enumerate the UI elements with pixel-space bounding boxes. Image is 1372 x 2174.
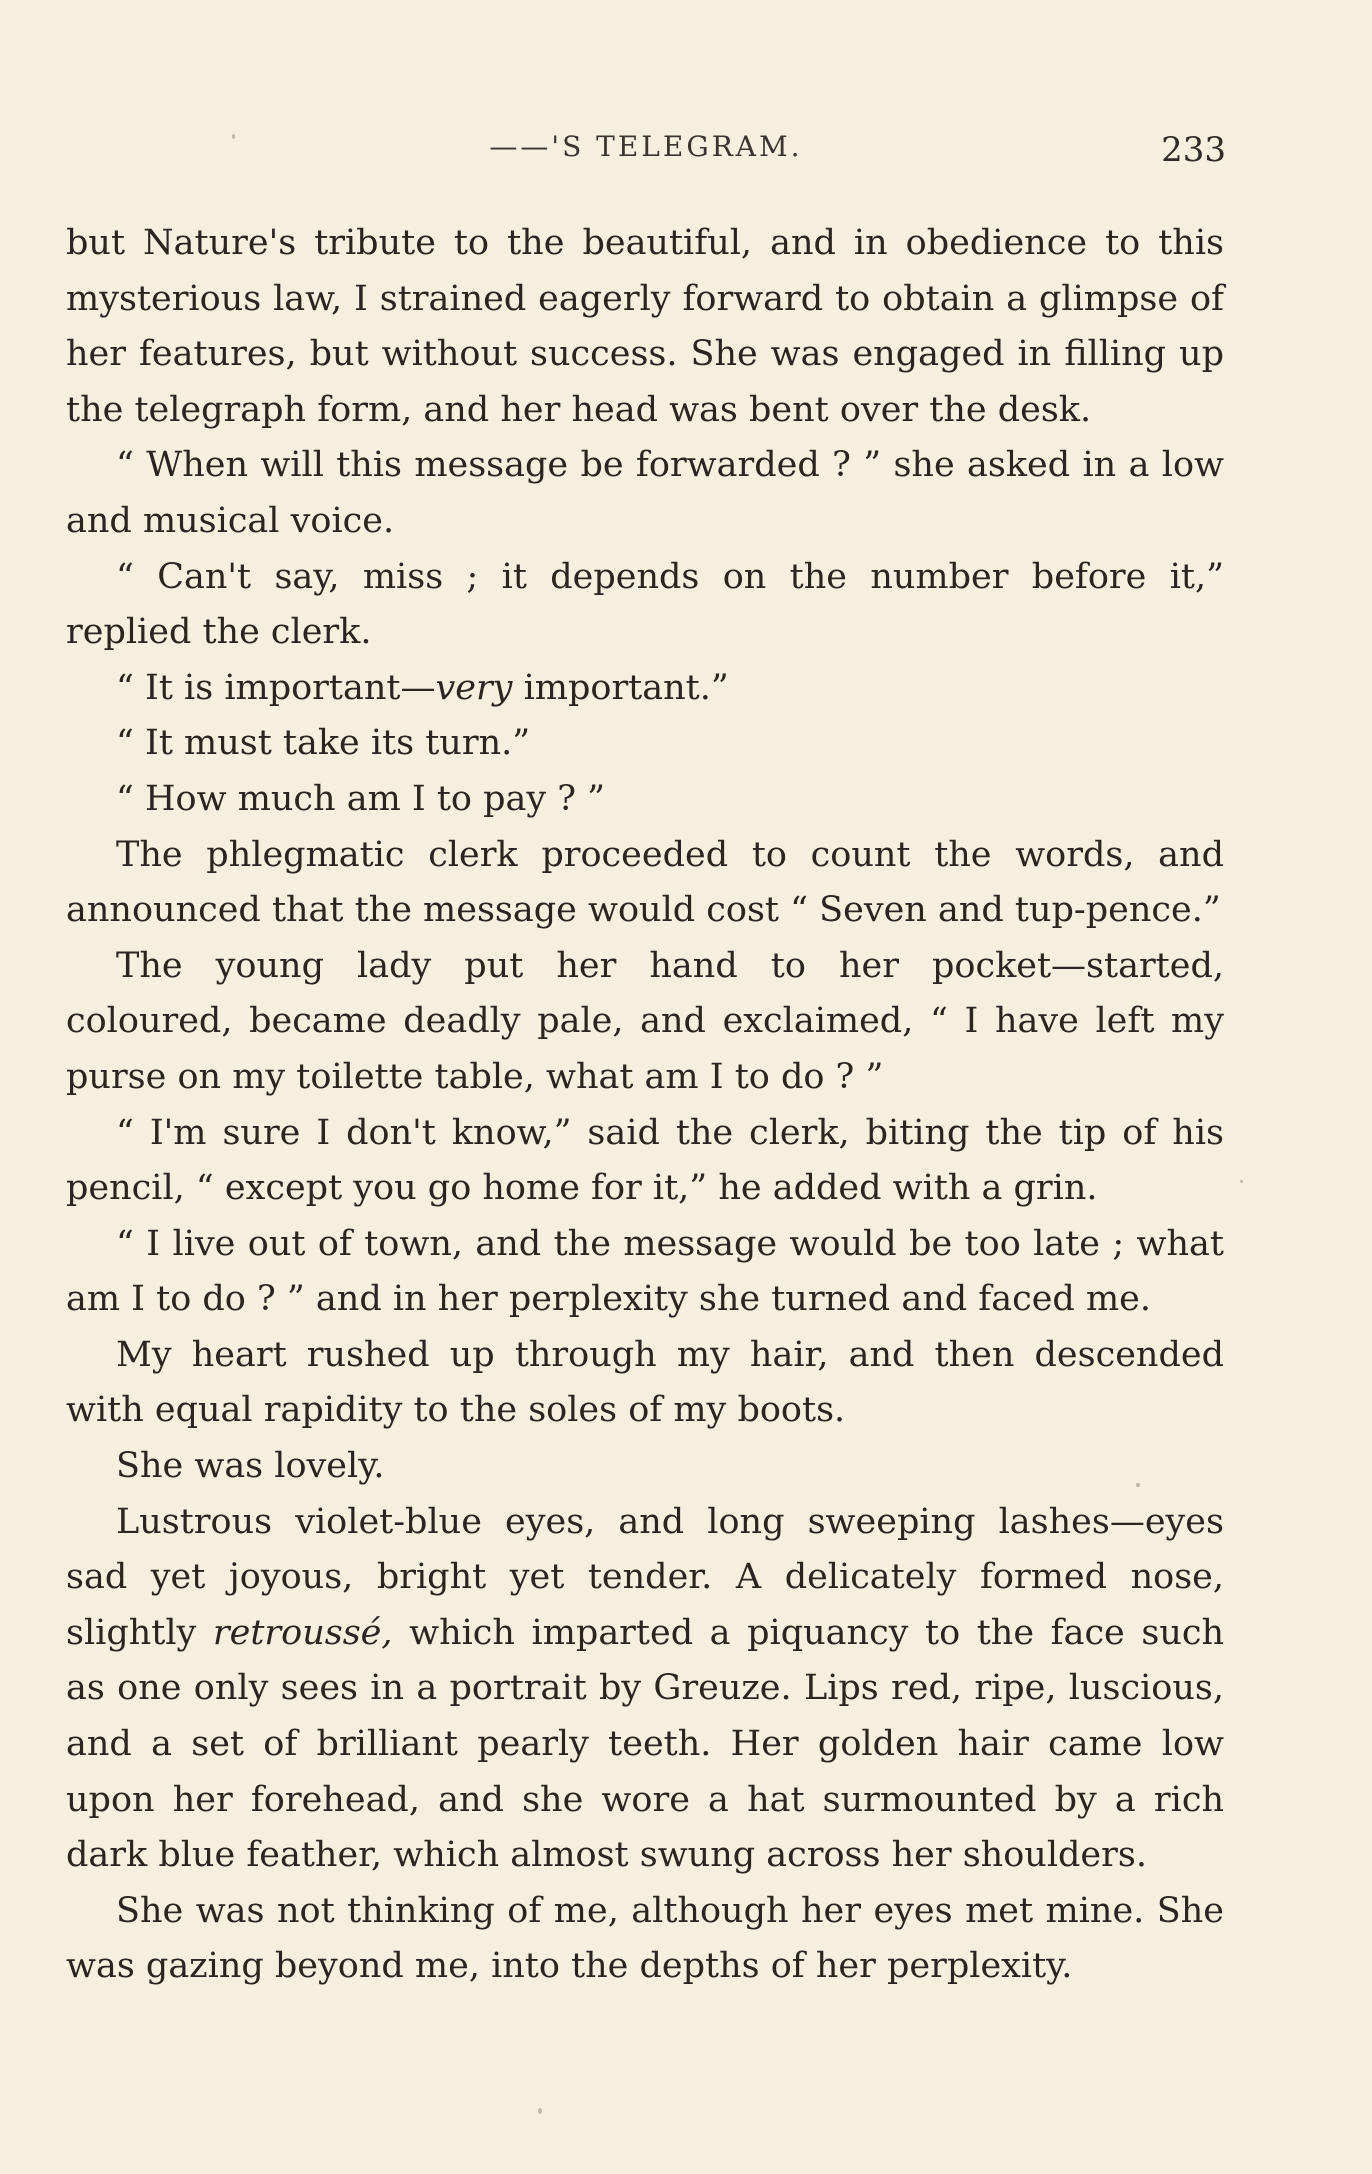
text-run: but Nature's tribute to the beautiful, and in obedience to this mysterious law, I strained eagerly forward to obtain a glimpse of her features, but without success. She was engaged in filling up the telegraph form, and her head was bent over the desk.: [66, 223, 1224, 430]
paper-speck: [538, 2108, 542, 2114]
running-title: ——'S TELEGRAM.: [489, 130, 803, 163]
paragraph: [66, 1106, 1224, 1217]
text-run: which imparted a piquancy to the face such as one only sees in a portrait by Greuze. Lips red, ripe, luscious, and a set of brilliant pearly teeth. Her golden hair came low upon her forehead, and she wore a hat surmounted by a rich dark blue feather, which almost swung across her shoulders.: [66, 1612, 1224, 1876]
text-run: “ It is important—: [116, 667, 436, 708]
text-run: “ How much am I to pay ? ”: [116, 778, 606, 819]
paragraph: [66, 1439, 1224, 1495]
paragraph: [66, 1884, 1224, 1995]
italic-text-run: retroussé,: [212, 1612, 393, 1653]
text-run: “ I'm sure I don't know,” said the clerk, biting the tip of his pencil, “ except you go home for it,” he added with a grin.: [66, 1112, 1224, 1209]
page-number: 233: [1161, 130, 1226, 170]
paragraph: [66, 1495, 1224, 1884]
paragraph: [66, 1217, 1224, 1328]
italic-text-run: very: [435, 667, 513, 708]
body-text: [66, 216, 1224, 1995]
text-run: The phlegmatic clerk proceeded to count the words, and announced that the message would cost “ Seven and tup-pence.”: [66, 834, 1224, 931]
paragraph: [66, 216, 1224, 438]
paragraph: [66, 1328, 1224, 1439]
text-run: “ When will this message be forwarded ? ” she asked in a low and musical voice.: [66, 445, 1224, 541]
paper-speck: [1240, 1180, 1243, 1183]
paper-speck: [232, 134, 235, 139]
text-run: The young lady put her hand to her pocket—started, coloured, became deadly pale, and exclaimed, “ I have left my purse on my toilette table, what am I to do ? ”: [66, 945, 1224, 1097]
paragraph: [66, 550, 1224, 661]
paragraph: [66, 716, 1224, 772]
text-run: important.”: [512, 667, 729, 708]
paragraph: [66, 438, 1224, 549]
text-run: Lustrous violet-blue eyes, and long sweeping lashes—eyes sad yet joyous, bright yet tender. A delicately formed nose, slightly: [66, 1501, 1224, 1653]
paper-speck: [1136, 1483, 1140, 1487]
text-run: She was lovely.: [116, 1446, 385, 1487]
text-run: “ It must take its turn.”: [116, 723, 531, 764]
paragraph: [66, 772, 1224, 828]
paragraph: [66, 828, 1224, 939]
text-run: “ I live out of town, and the message would be too late ; what am I to do ? ” and in her perplexity she turned and faced me.: [66, 1223, 1224, 1320]
text-run: My heart rushed up through my hair, and then descended with equal rapidity to the soles of my boots.: [66, 1334, 1224, 1431]
text-run: She was not thinking of me, although her eyes met mine. She was gazing beyond me, into the depths of her perplexity.: [66, 1890, 1224, 1987]
paragraph: [66, 939, 1224, 1106]
text-run: “ Can't say, miss ; it depends on the number before it,” replied the clerk.: [66, 556, 1224, 653]
paragraph: [66, 661, 1224, 717]
running-head: [66, 130, 1226, 174]
